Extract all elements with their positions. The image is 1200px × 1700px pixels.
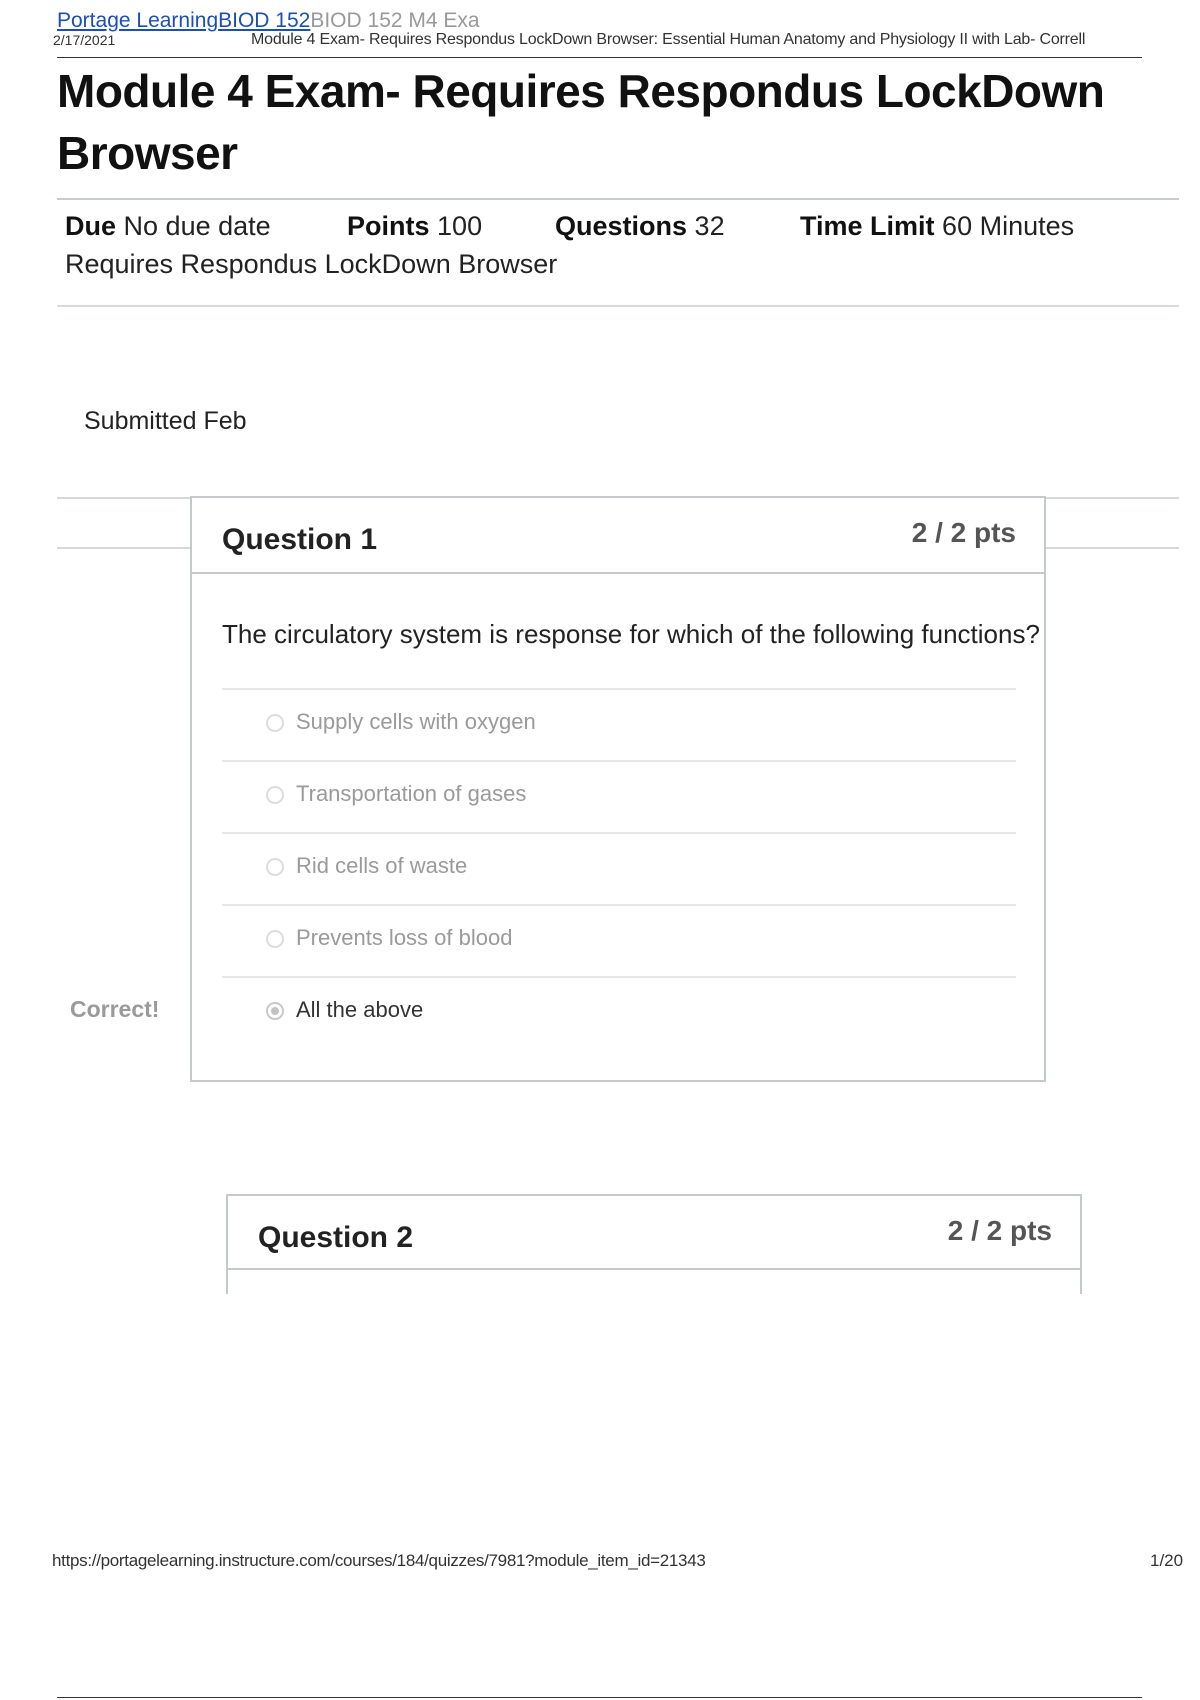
- answer-list: [222, 688, 1016, 1048]
- footer-url: https://portagelearning.instructure.com/courses/184/quizzes/7981?module_item_id=21343: [52, 1551, 706, 1570]
- time-limit-label: Time Limit: [800, 211, 935, 241]
- answer-label: Transportation of gases: [296, 781, 527, 806]
- questions-value: 32: [694, 211, 725, 241]
- time-limit-info: [800, 210, 1074, 242]
- due-value: No due date: [123, 211, 271, 241]
- correct-flag: Correct!: [70, 996, 160, 1022]
- radio-icon[interactable]: [266, 930, 284, 948]
- answer-label: Rid cells of waste: [296, 853, 468, 878]
- questions-label: Questions: [555, 211, 688, 241]
- question-header: [192, 498, 1044, 574]
- question-points: 2 / 2 pts: [911, 517, 1016, 548]
- answer-label: Prevents loss of blood: [296, 925, 513, 950]
- page-title: Module 4 Exam- Requires Respondus LockDown Browser: [57, 65, 1105, 179]
- radio-icon[interactable]: [266, 858, 284, 876]
- answer-option[interactable]: [222, 688, 1016, 760]
- time-limit-value: 60 Minutes: [942, 211, 1075, 241]
- due-label: Due: [65, 211, 117, 241]
- due-info: [65, 210, 271, 242]
- radio-icon[interactable]: [266, 786, 284, 804]
- footer-divider: [57, 1697, 1142, 1698]
- question-title: Question 1: [222, 523, 378, 556]
- question-text: The circulatory system is response for which of the following functions?: [222, 619, 1040, 649]
- answer-option-selected[interactable]: [222, 976, 1016, 1048]
- print-date: 2/17/2021: [53, 32, 116, 48]
- radio-checked-icon[interactable]: [266, 1002, 284, 1020]
- answer-label: All the above: [296, 997, 424, 1022]
- points-label: Points: [347, 211, 430, 241]
- page-number: 1/20: [1150, 1551, 1184, 1570]
- header-divider: [57, 57, 1142, 58]
- question-card-2: [226, 1194, 1082, 1294]
- answer-option[interactable]: [222, 832, 1016, 904]
- submitted-text: Submitted Feb: [84, 407, 247, 435]
- answer-option[interactable]: [222, 904, 1016, 976]
- print-title: Module 4 Exam- Requires Respondus LockDown Browser: Essential Human Anatomy and Physiology II with Lab- Correll: [251, 31, 1086, 48]
- question-title: Question 2: [258, 1221, 414, 1254]
- points-value: 100: [437, 211, 483, 241]
- breadcrumb-course: BIOD 152 M4 Exa: [310, 9, 480, 32]
- question-points: 2 / 2 pts: [947, 1215, 1052, 1246]
- lockdown-note: Requires Respondus LockDown Browser: [65, 249, 558, 279]
- meta-divider: [57, 305, 1179, 307]
- title-divider: [57, 198, 1179, 200]
- radio-icon[interactable]: [266, 714, 284, 732]
- points-info: [347, 210, 482, 242]
- question-header: [228, 1196, 1080, 1270]
- answer-label: Supply cells with oxygen: [296, 709, 536, 734]
- breadcrumb-link[interactable]: Portage LearningBIOD 152: [57, 9, 311, 32]
- answer-option[interactable]: [222, 760, 1016, 832]
- question-card-1: [190, 496, 1046, 1082]
- questions-info: [555, 210, 725, 242]
